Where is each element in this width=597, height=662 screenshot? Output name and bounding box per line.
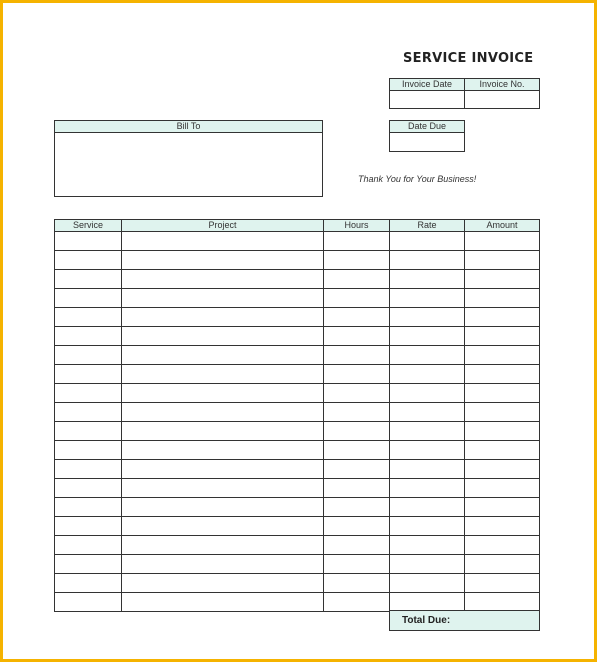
table-row xyxy=(55,536,540,555)
cell-hours[interactable] xyxy=(324,536,390,555)
column-header-amount: Amount xyxy=(465,220,540,232)
cell-project[interactable] xyxy=(122,270,324,289)
cell-rate[interactable] xyxy=(390,460,465,479)
table-row xyxy=(55,346,540,365)
cell-amount[interactable] xyxy=(465,251,540,270)
cell-rate[interactable] xyxy=(390,498,465,517)
cell-hours[interactable] xyxy=(324,441,390,460)
column-header-project: Project xyxy=(122,220,324,232)
cell-rate[interactable] xyxy=(390,289,465,308)
cell-service[interactable] xyxy=(55,479,122,498)
cell-project[interactable] xyxy=(122,574,324,593)
cell-amount[interactable] xyxy=(465,384,540,403)
cell-rate[interactable] xyxy=(390,308,465,327)
table-row xyxy=(55,308,540,327)
cell-project[interactable] xyxy=(122,289,324,308)
cell-amount[interactable] xyxy=(465,422,540,441)
cell-rate[interactable] xyxy=(390,384,465,403)
total-due-label: Total Due: xyxy=(402,615,451,626)
invoice-no-field[interactable] xyxy=(464,90,540,109)
cell-service[interactable] xyxy=(55,536,122,555)
cell-rate[interactable] xyxy=(390,232,465,251)
cell-service[interactable] xyxy=(55,422,122,441)
cell-amount[interactable] xyxy=(465,289,540,308)
cell-amount[interactable] xyxy=(465,270,540,289)
cell-service[interactable] xyxy=(55,289,122,308)
cell-hours[interactable] xyxy=(324,308,390,327)
cell-hours[interactable] xyxy=(324,517,390,536)
cell-service[interactable] xyxy=(55,460,122,479)
cell-hours[interactable] xyxy=(324,460,390,479)
table-row xyxy=(55,251,540,270)
table-row xyxy=(55,422,540,441)
cell-service[interactable] xyxy=(55,384,122,403)
cell-project[interactable] xyxy=(122,441,324,460)
cell-rate[interactable] xyxy=(390,327,465,346)
cell-amount[interactable] xyxy=(465,479,540,498)
table-row xyxy=(55,289,540,308)
cell-rate[interactable] xyxy=(390,251,465,270)
cell-service[interactable] xyxy=(55,308,122,327)
table-row xyxy=(55,479,540,498)
cell-project[interactable] xyxy=(122,555,324,574)
cell-hours[interactable] xyxy=(324,593,390,612)
column-header-hours: Hours xyxy=(324,220,390,232)
invoice-no-label: Invoice No. xyxy=(464,78,540,91)
cell-service[interactable] xyxy=(55,270,122,289)
cell-project[interactable] xyxy=(122,517,324,536)
items-body xyxy=(55,232,540,612)
cell-project[interactable] xyxy=(122,479,324,498)
cell-hours[interactable] xyxy=(324,422,390,441)
cell-project[interactable] xyxy=(122,593,324,612)
cell-service[interactable] xyxy=(55,327,122,346)
invoice-date-field[interactable] xyxy=(389,90,465,109)
cell-rate[interactable] xyxy=(390,346,465,365)
bill-to-field[interactable] xyxy=(54,132,323,197)
bill-to-label: Bill To xyxy=(54,120,323,133)
cell-service[interactable] xyxy=(55,555,122,574)
table-row xyxy=(55,498,540,517)
cell-service[interactable] xyxy=(55,403,122,422)
table-row xyxy=(55,460,540,479)
cell-project[interactable] xyxy=(122,251,324,270)
cell-amount[interactable] xyxy=(465,365,540,384)
date-due-field[interactable] xyxy=(389,132,465,152)
cell-rate[interactable] xyxy=(390,403,465,422)
table-row xyxy=(55,365,540,384)
cell-hours[interactable] xyxy=(324,270,390,289)
cell-hours[interactable] xyxy=(324,574,390,593)
cell-amount[interactable] xyxy=(465,232,540,251)
cell-hours[interactable] xyxy=(324,403,390,422)
cell-rate[interactable] xyxy=(390,365,465,384)
cell-amount[interactable] xyxy=(465,460,540,479)
cell-hours[interactable] xyxy=(324,251,390,270)
cell-rate[interactable] xyxy=(390,517,465,536)
column-header-service: Service xyxy=(55,220,122,232)
table-row xyxy=(55,384,540,403)
table-row xyxy=(55,403,540,422)
invoice-date-label: Invoice Date xyxy=(389,78,465,91)
table-row xyxy=(55,270,540,289)
cell-service[interactable] xyxy=(55,346,122,365)
cell-hours[interactable] xyxy=(324,346,390,365)
table-row xyxy=(55,593,540,612)
invoice-title: SERVICE INVOICE xyxy=(403,51,534,66)
cell-service[interactable] xyxy=(55,365,122,384)
cell-project[interactable] xyxy=(122,384,324,403)
cell-rate[interactable] xyxy=(390,479,465,498)
table-row xyxy=(55,232,540,251)
table-row xyxy=(55,517,540,536)
date-due-label: Date Due xyxy=(389,120,465,133)
items-table xyxy=(54,219,540,612)
table-row xyxy=(55,555,540,574)
cell-project[interactable] xyxy=(122,460,324,479)
cell-project[interactable] xyxy=(122,308,324,327)
column-header-rate: Rate xyxy=(390,220,465,232)
total-due-box[interactable] xyxy=(389,610,540,631)
cell-hours[interactable] xyxy=(324,232,390,251)
cell-amount[interactable] xyxy=(465,441,540,460)
cell-service[interactable] xyxy=(55,251,122,270)
cell-amount[interactable] xyxy=(465,346,540,365)
cell-project[interactable] xyxy=(122,365,324,384)
cell-service[interactable] xyxy=(55,517,122,536)
cell-project[interactable] xyxy=(122,536,324,555)
cell-rate[interactable] xyxy=(390,422,465,441)
thank-you-note: Thank You for Your Business! xyxy=(358,174,477,184)
cell-service[interactable] xyxy=(55,593,122,612)
cell-amount[interactable] xyxy=(465,498,540,517)
cell-hours[interactable] xyxy=(324,327,390,346)
cell-project[interactable] xyxy=(122,232,324,251)
items-header-row xyxy=(55,220,540,232)
cell-amount[interactable] xyxy=(465,555,540,574)
cell-amount[interactable] xyxy=(465,308,540,327)
table-row xyxy=(55,574,540,593)
cell-amount[interactable] xyxy=(465,403,540,422)
cell-amount[interactable] xyxy=(465,593,540,612)
table-row xyxy=(55,327,540,346)
cell-amount[interactable] xyxy=(465,327,540,346)
cell-hours[interactable] xyxy=(324,384,390,403)
cell-amount[interactable] xyxy=(465,517,540,536)
cell-rate[interactable] xyxy=(390,593,465,612)
cell-amount[interactable] xyxy=(465,574,540,593)
cell-rate[interactable] xyxy=(390,574,465,593)
cell-service[interactable] xyxy=(55,498,122,517)
cell-project[interactable] xyxy=(122,498,324,517)
cell-rate[interactable] xyxy=(390,536,465,555)
cell-project[interactable] xyxy=(122,422,324,441)
cell-rate[interactable] xyxy=(390,270,465,289)
cell-service[interactable] xyxy=(55,441,122,460)
cell-amount[interactable] xyxy=(465,536,540,555)
cell-project[interactable] xyxy=(122,346,324,365)
cell-hours[interactable] xyxy=(324,365,390,384)
cell-hours[interactable] xyxy=(324,555,390,574)
cell-project[interactable] xyxy=(122,403,324,422)
cell-rate[interactable] xyxy=(390,555,465,574)
cell-service[interactable] xyxy=(55,574,122,593)
cell-project[interactable] xyxy=(122,327,324,346)
cell-hours[interactable] xyxy=(324,289,390,308)
cell-rate[interactable] xyxy=(390,441,465,460)
table-row xyxy=(55,441,540,460)
cell-hours[interactable] xyxy=(324,498,390,517)
cell-hours[interactable] xyxy=(324,479,390,498)
cell-service[interactable] xyxy=(55,232,122,251)
